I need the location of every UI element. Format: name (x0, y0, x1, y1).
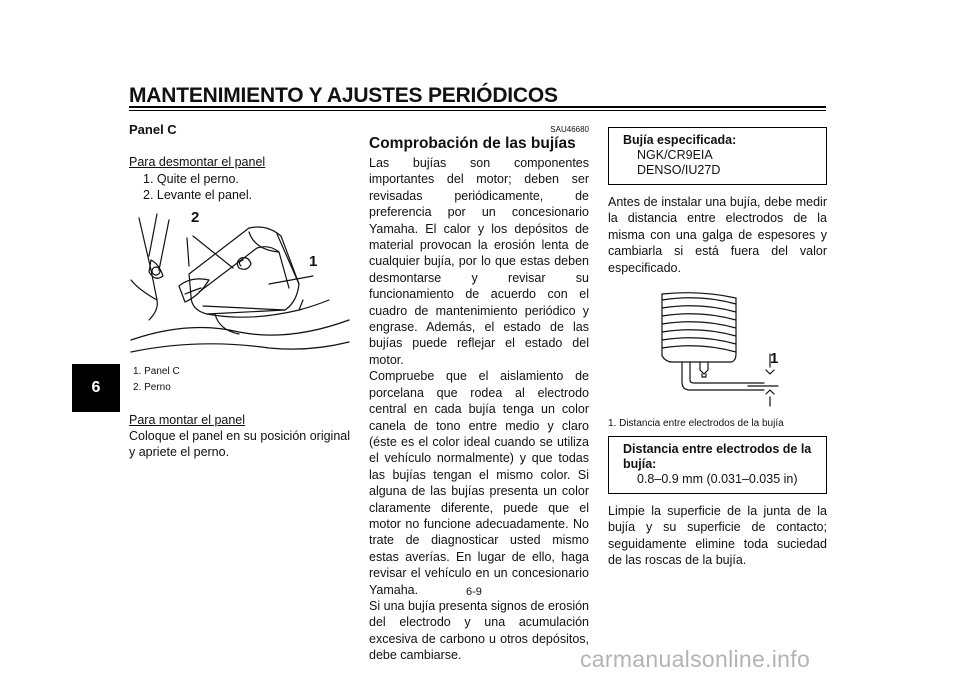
section-title: Comprobación de las bujías (369, 135, 576, 152)
paragraph: Las bujías son componentes importantes del motor; deben ser revisadas periódicamente, de preferencia por un concesionario Yamaha. El calor y los depósitos de material provocan la erosión lenta de cualquier bujía, por lo que estas deben desmontarse y revisar su funcionamiento de acuerdo con el cuadro de mantenimiento periódico y engrase. Además, el estado de las bujías puede reflejar el estado del motor. (369, 156, 589, 367)
callout-1: 1 (309, 253, 318, 270)
watermark: carmanualsonline.info (580, 646, 811, 672)
gap-value: 0.8–0.9 mm (0.031–0.035 in) (637, 472, 798, 487)
remove-step: 2. Levante el panel. (143, 188, 253, 203)
panel-heading: Panel C (129, 122, 177, 137)
spark-plug-illustration (608, 286, 827, 414)
gap-label: Distancia entre electrodos de la (623, 442, 812, 457)
gap-spec-box (608, 436, 827, 494)
spec-value: NGK/CR9EIA (637, 148, 713, 162)
remove-title: Para desmontar el panel (129, 155, 266, 170)
gap-label: bujía: (623, 457, 657, 472)
callout-2: 2 (191, 209, 200, 226)
remove-step: 1. Quite el perno. (143, 171, 239, 186)
page-number: 6-9 (466, 586, 482, 598)
spec-label: Bujía especificada: (623, 133, 737, 147)
intro-text: Antes de instalar una bujía, debe medir la distancia entre electrodos de la misma con una galga de espesores y cambiarla si está fuera del valor especificado. (608, 195, 827, 275)
gap-caption: 1. Distancia entre electrodos de la bujía (608, 418, 784, 430)
caption-bolt: 2. Perno (133, 381, 171, 393)
install-title: Para montar el panel (129, 412, 246, 427)
gap-callout: 1 (770, 350, 779, 367)
install-text: Coloque el panel en su posición original y apriete el perno. (129, 429, 350, 460)
paragraph: Compruebe que el aislamiento de porcelana que rodea al electrodo central en cada bujía tenga un color canela de tono entre medio y claro (éste es el color ideal cuando se utiliza el vehículo normalmente) y que todas las bujías tengan el mismo color. Si alguna de las bujías presenta un color claramente diferente, puede que el motor no funcione adecuadamente. No trate de diagnosticar usted mismo estas averías. En lugar de ello, haga revisar el vehículo en un concesionario Yamaha. (369, 369, 589, 597)
page-title: MANTENIMIENTO Y AJUSTES PERIÓDICOS (129, 84, 558, 107)
left-column (129, 122, 350, 461)
closing-text: Limpie la superficie de la junta de la bujía y su superficie de contacto; seguidamente elimine toda suciedad de las roscas de la bujía. (608, 504, 827, 568)
panel-illustration (129, 210, 350, 358)
paragraph: Si una bujía presenta signos de erosión del electrodo y una acumulación excesiva de carbono u otros depósitos, debe cambiarse. (369, 598, 589, 663)
caption-panel: 1. Panel C (133, 365, 180, 377)
spec-value: DENSO/IU27D (637, 163, 721, 177)
chapter-tab: 6 (72, 364, 120, 412)
header-rule (129, 106, 826, 111)
middle-column (369, 125, 589, 664)
right-column (608, 127, 827, 569)
section-code: SAU46680 (550, 125, 589, 134)
spec-box (608, 127, 827, 185)
